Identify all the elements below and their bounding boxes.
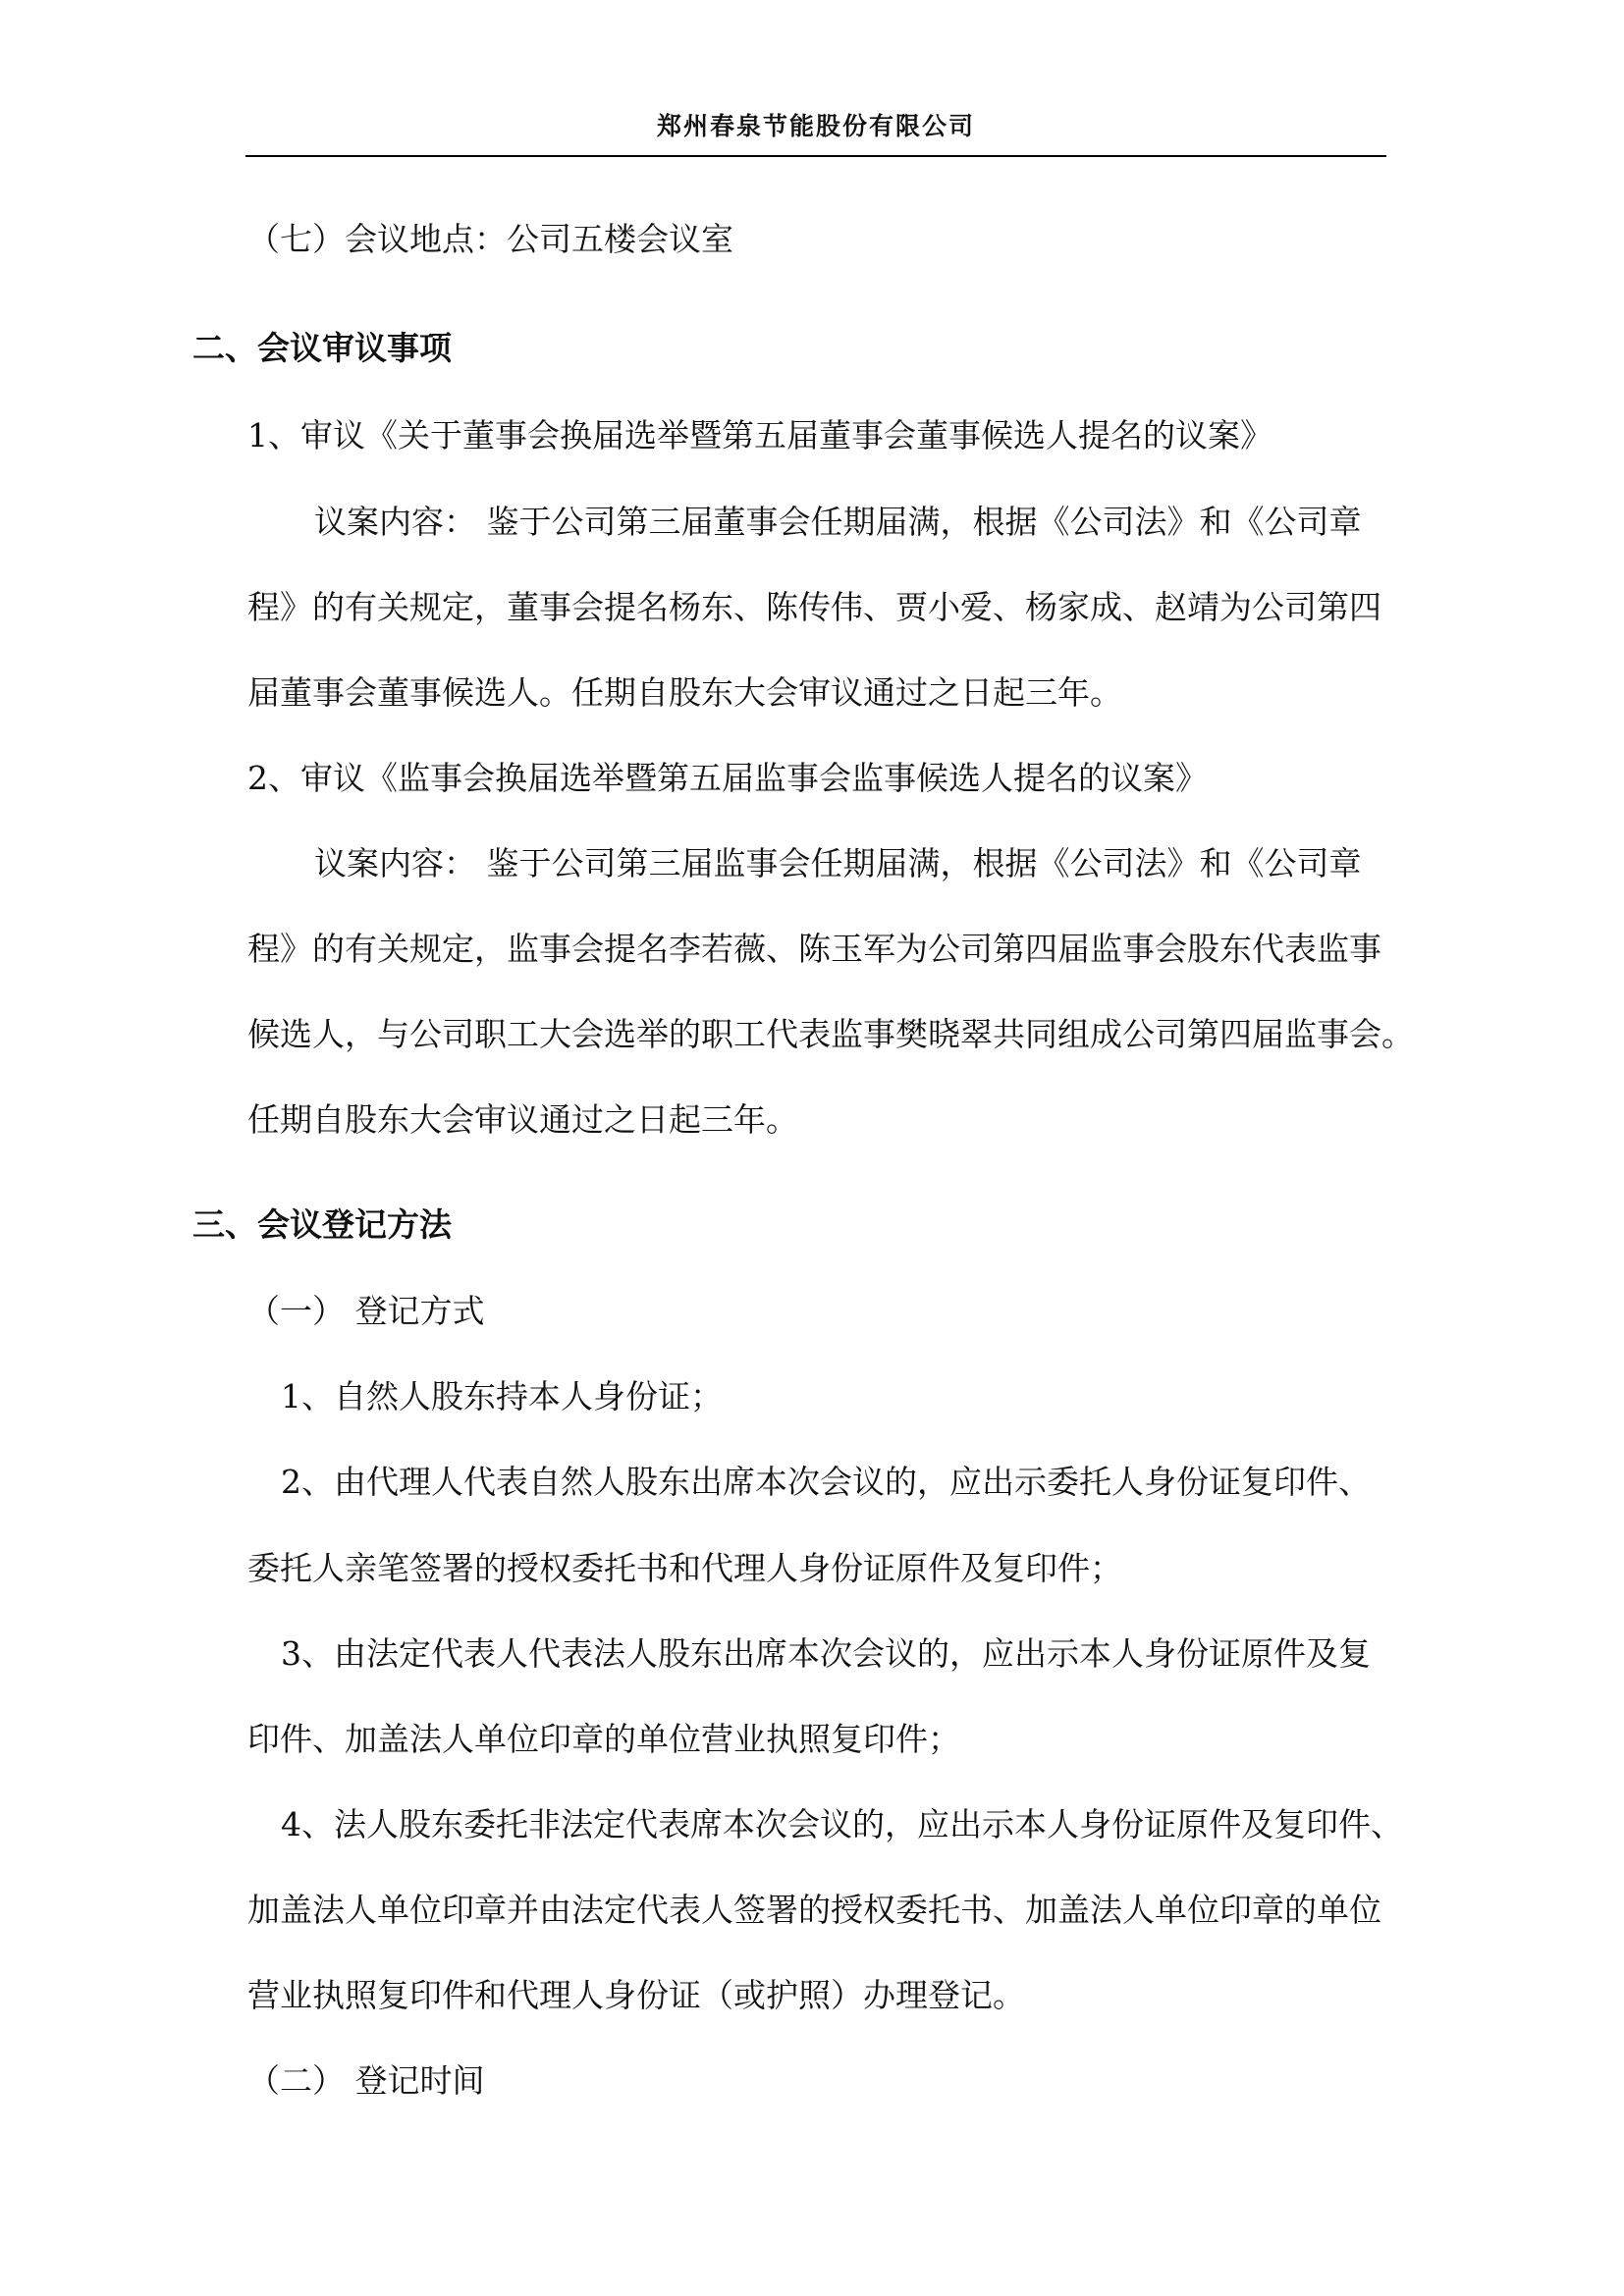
agenda-item-1-title: 1、审议《关于董事会换届选举暨第五届董事会董事候选人提名的议案》 bbox=[247, 416, 1272, 454]
registration-subheading-method: （一） 登记方式 bbox=[247, 1292, 485, 1330]
registration-subheading-time: （二） 登记时间 bbox=[247, 2061, 485, 2100]
section-heading-agenda: 二、会议审议事项 bbox=[192, 329, 452, 367]
registration-item-3: 3、由法定代表人代表法人股东出席本次会议的，应出示本人身份证原件及复 bbox=[281, 1634, 1371, 1673]
registration-item-2: 委托人亲笔签署的授权委托书和代理人身份证原件及复印件； bbox=[247, 1549, 1122, 1587]
registration-item-4: 4、法人股东委托非法定代表席本次会议的，应出示本人身份证原件及复印件、 bbox=[281, 1805, 1403, 1843]
section-heading-registration: 三、会议登记方法 bbox=[192, 1205, 452, 1244]
agenda-item-2-title: 2、审议《监事会换届选举暨第五届监事会监事候选人提名的议案》 bbox=[247, 759, 1208, 797]
header-divider bbox=[245, 155, 1386, 157]
agenda-item-1-content: 届董事会董事候选人。任期自股东大会审议通过之日起三年。 bbox=[247, 673, 1122, 712]
agenda-item-2-content: 候选人，与公司职工大会选举的职工代表监事樊晓翠共同组成公司第四届监事会。 bbox=[247, 1015, 1414, 1053]
agenda-item-2-content: 任期自股东大会审议通过之日起三年。 bbox=[247, 1100, 798, 1139]
registration-item-1: 1、自然人股东持本人身份证； bbox=[281, 1377, 723, 1415]
registration-item-2: 2、由代理人代表自然人股东出席本次会议的，应出示委托人身份证复印件、 bbox=[281, 1463, 1371, 1501]
agenda-item-1-content: 议案内容： 鉴于公司第三届董事会任期届满，根据《公司法》和《公司章 bbox=[314, 503, 1362, 541]
page-header-company: 郑州春泉节能股份有限公司 bbox=[656, 112, 975, 140]
meeting-location-line: （七）会议地点：公司五楼会议室 bbox=[247, 220, 733, 258]
agenda-item-1-content: 程》的有关规定，董事会提名杨东、陈传伟、贾小爱、杨家成、赵靖为公司第四 bbox=[247, 588, 1381, 626]
registration-item-4: 营业执照复印件和代理人身份证（或护照）办理登记。 bbox=[247, 1976, 1025, 2014]
agenda-item-2-content: 议案内容： 鉴于公司第三届监事会任期届满，根据《公司法》和《公司章 bbox=[314, 844, 1362, 882]
registration-item-4: 加盖法人单位印章并由法定代表人签署的授权委托书、加盖法人单位印章的单位 bbox=[247, 1891, 1381, 1929]
agenda-item-2-content: 程》的有关规定，监事会提名李若薇、陈玉军为公司第四届监事会股东代表监事 bbox=[247, 930, 1381, 968]
registration-item-3: 印件、加盖法人单位印章的单位营业执照复印件； bbox=[247, 1720, 960, 1758]
